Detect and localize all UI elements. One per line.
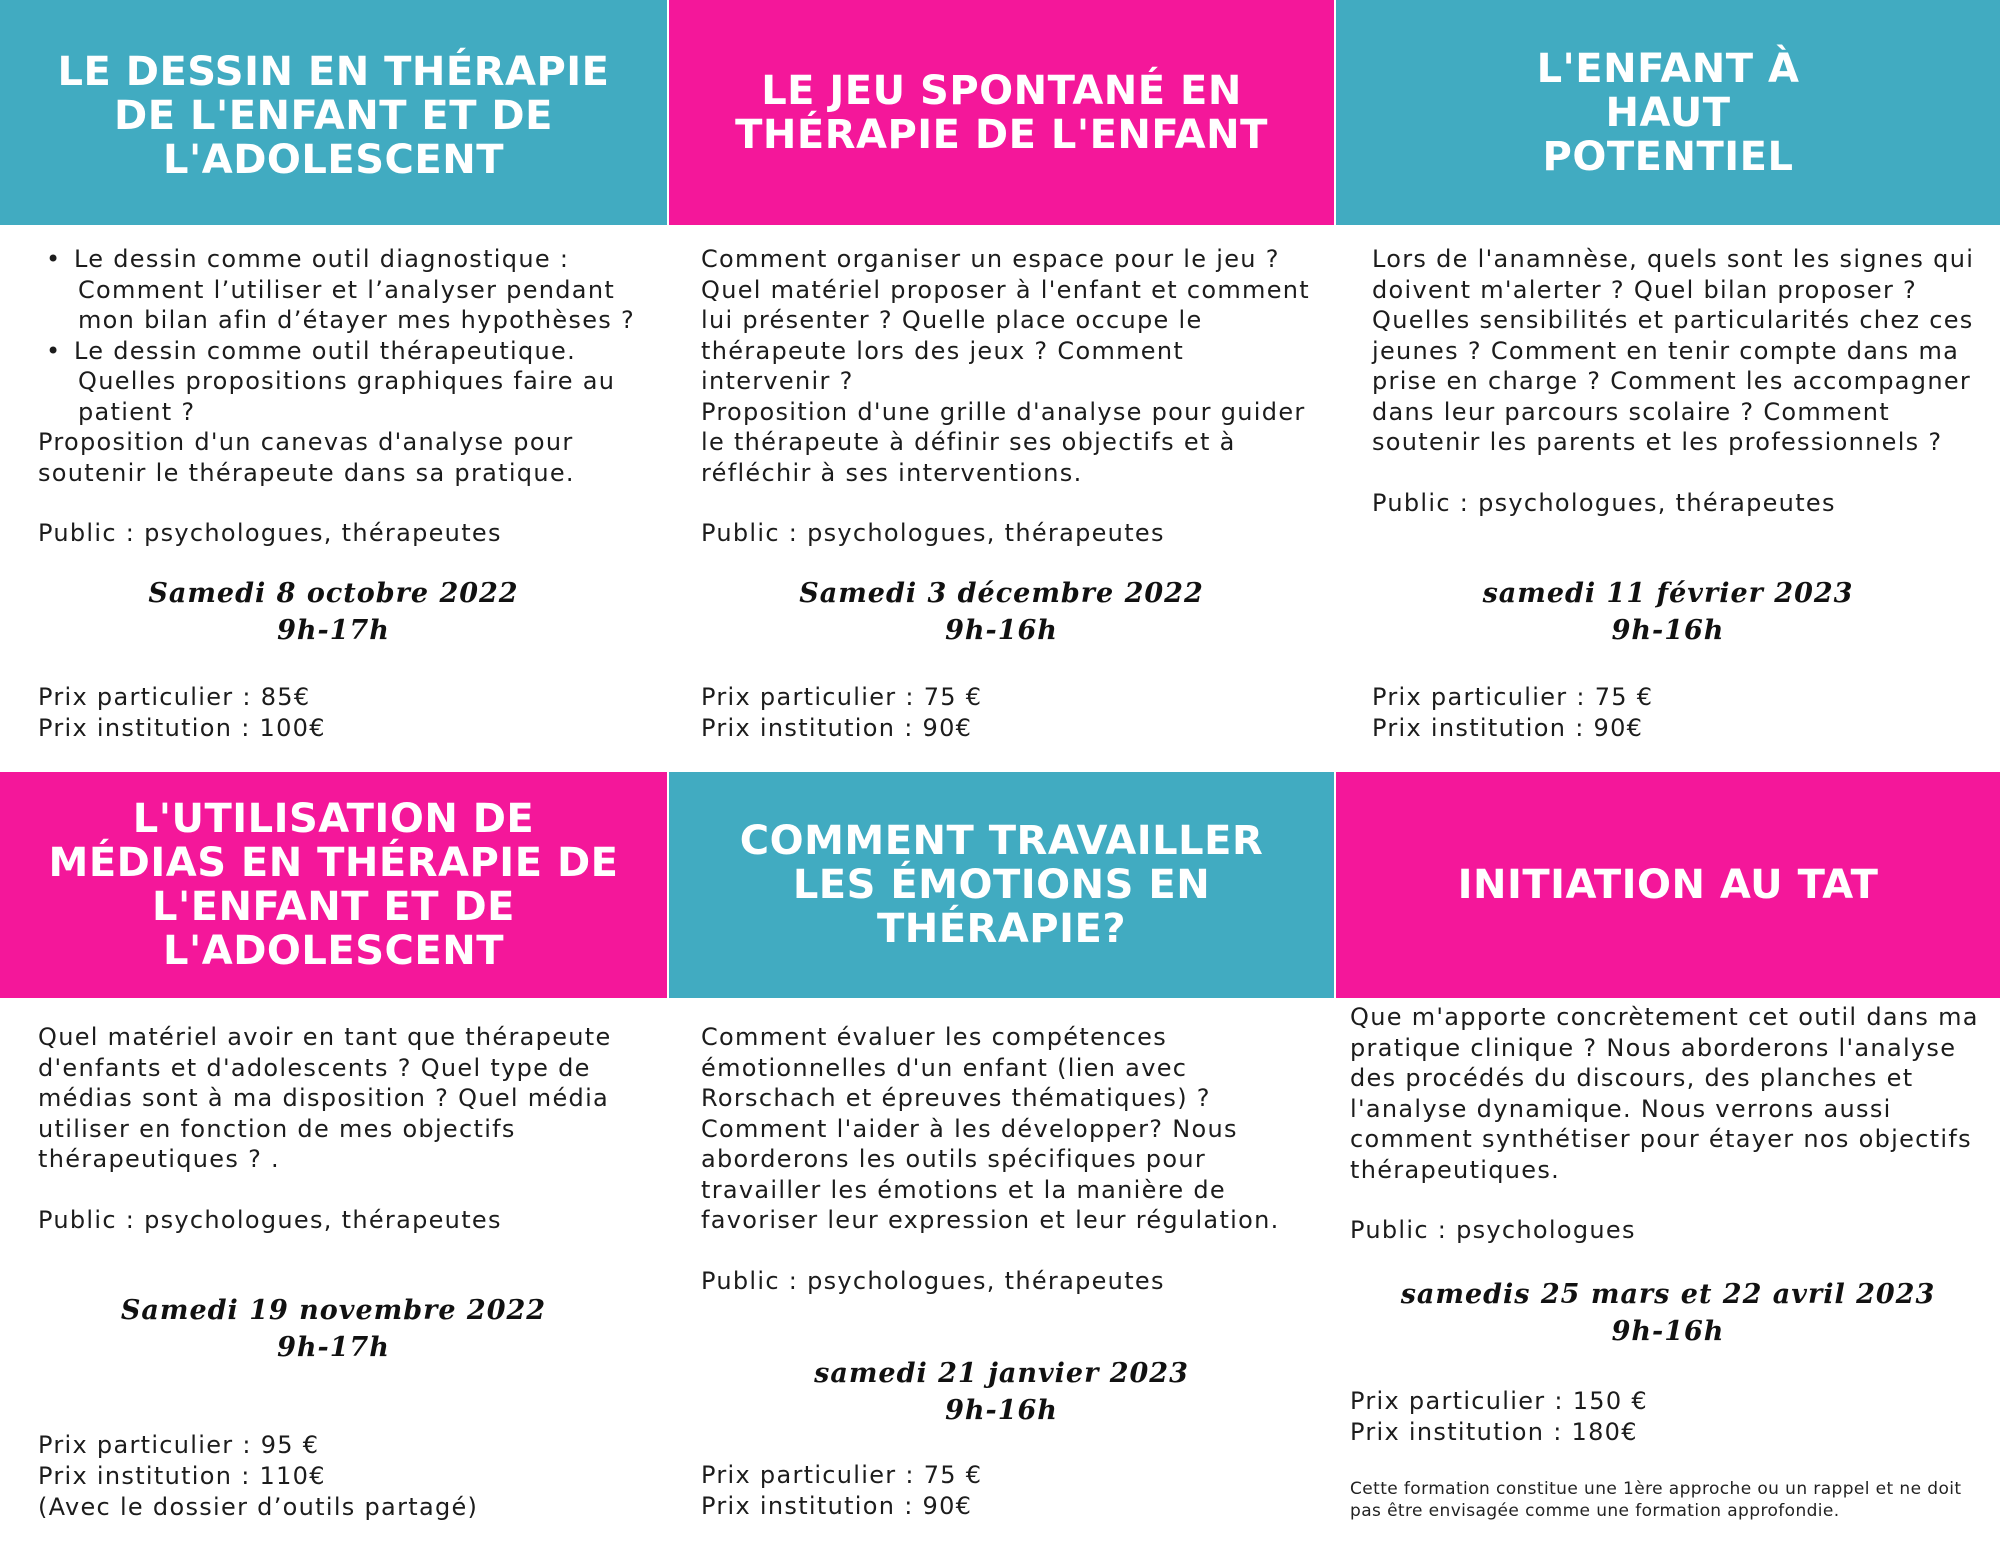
card-hours: 9h-16h [1611, 1316, 1725, 1347]
card-header [1336, 0, 2000, 225]
card-prices [1372, 682, 1980, 744]
card-hours: 9h-16h [945, 615, 1058, 646]
card-prices [38, 682, 647, 744]
price-institution: Prix institution : 90€ [701, 714, 973, 742]
card-description: Comment organiser un espace pour le jeu ? Quel matériel proposer à l'enfant et comment lui présenter ? Quelle place occupe le thérapeute lors des jeux ? Comment intervenir ? [701, 245, 1310, 395]
card-title: COMMENT TRAVAILLER LES ÉMOTIONS EN THÉRAPIE? [739, 818, 1264, 952]
price-individual: Prix particulier : 95 € [38, 1431, 320, 1459]
card-footnote: Cette formation constitue une 1ère approche ou un rappel et ne doit pas être envisagée comme une formation approfondie. [1350, 1479, 1962, 1521]
card-medias [0, 772, 667, 1545]
card-title: L'UTILISATION DE MÉDIAS EN THÉRAPIE DE L'ENFANT ET DE L'ADOLESCENT [48, 796, 619, 974]
card-haut-potentiel [1336, 0, 2000, 772]
price-institution: Prix institution : 110€ [38, 1462, 326, 1490]
card-prices [701, 682, 1314, 744]
price-individual: Prix particulier : 75 € [701, 683, 983, 711]
list-item: • Le dessin comme outil diagnostique : Comment l’utiliser et l’analyser pendant mon bilan afin d’étayer mes hypothèses ? [44, 244, 647, 336]
card-title: LE DESSIN EN THÉRAPIE DE L'ENFANT ET DE L'ADOLESCENT [57, 48, 610, 183]
price-institution: Prix institution : 90€ [1372, 714, 1644, 742]
card-description-2: Proposition d'une grille d'analyse pour guider le thérapeute à définir ses objectifs et à réfléchir à ses interventions. [701, 397, 1306, 487]
card-prices [38, 1430, 647, 1523]
card-public: Public : psychologues, thérapeutes [1372, 488, 1836, 517]
card-description: Que m'apporte concrètement cet outil dans ma pratique clinique ? Nous aborderons l'analyse des procédés du discours, des planches et l'analyse dynamique. Nous verrons aussi comment synthétiser pour étayer nos objectifs thérapeutiques. [1350, 1003, 1979, 1184]
card-tat [1336, 772, 2000, 1545]
card-title: LE JEU SPONTANÉ EN THÉRAPIE DE L'ENFANT [735, 67, 1268, 158]
card-header [1336, 772, 2000, 998]
card-description: Proposition d'un canevas d'analyse pour soutenir le thérapeute dans sa pratique. [38, 428, 575, 487]
card-emotions [669, 772, 1334, 1545]
price-individual: Prix particulier : 75 € [701, 1461, 983, 1489]
card-jeu [669, 0, 1334, 772]
card-hours: 9h-17h [277, 615, 390, 646]
card-dessin [0, 0, 667, 772]
card-body [701, 1022, 1314, 1296]
card-header [0, 0, 667, 225]
price-individual: Prix particulier : 150 € [1350, 1387, 1648, 1415]
card-public: Public : psychologues, thérapeutes [38, 1205, 502, 1234]
card-date: Samedi 3 décembre 2022 [799, 578, 1204, 609]
card-public: Public : psychologues [1350, 1216, 1636, 1244]
price-individual: Prix particulier : 75 € [1372, 683, 1654, 711]
price-institution: Prix institution : 90€ [701, 1492, 973, 1520]
card-public: Public : psychologues, thérapeutes [701, 519, 1165, 547]
card-header [0, 772, 667, 998]
card-prices [1350, 1386, 1980, 1448]
card-description: Quel matériel avoir en tant que thérapeute d'enfants et d'adolescents ? Quel type de médias sont à ma disposition ? Quel média utiliser en fonction de mes objectifs thérapeutiques ? . [38, 1023, 612, 1173]
price-institution: Prix institution : 180€ [1350, 1418, 1638, 1446]
list-item: • Le dessin comme outil thérapeutique. Quelles propositions graphiques faire au patient ? [44, 336, 647, 428]
card-body [1350, 1002, 1980, 1246]
card-body [38, 1022, 647, 1235]
card-hours: 9h-16h [945, 1395, 1058, 1426]
card-public: Public : psychologues, thérapeutes [38, 519, 502, 547]
card-date: Samedi 19 novembre 2022 [120, 1295, 547, 1326]
card-public: Public : psychologues, thérapeutes [701, 1266, 1165, 1295]
card-date-block [1336, 575, 2000, 649]
card-body [38, 244, 647, 549]
card-date: samedis 25 mars et 22 avril 2023 [1400, 1279, 1936, 1310]
card-hours: 9h-16h [1611, 615, 1725, 646]
card-header [669, 772, 1334, 998]
card-date: Samedi 8 octobre 2022 [148, 578, 519, 609]
card-date-block [669, 1355, 1334, 1429]
bullet-list [38, 244, 647, 427]
card-date-block [1336, 1276, 2000, 1350]
card-date: samedi 21 janvier 2023 [814, 1358, 1189, 1389]
card-body [1372, 244, 1980, 518]
card-date-block [0, 1292, 667, 1366]
card-description: Lors de l'anamnèse, quels sont les signes qui doivent m'alerter ? Quel bilan proposer ? Quelles sensibilités et particularités chez ces jeunes ? Comment en tenir compte dans ma prise en charge ? Comment les accompagner dans leur parcours scolaire ? Comment soutenir les parents et les professionnels ? [1372, 245, 1975, 456]
card-title: INITIATION AU TAT [1457, 862, 1879, 908]
card-body [701, 244, 1314, 549]
price-institution: Prix institution : 100€ [38, 714, 326, 742]
price-individual: Prix particulier : 85€ [38, 683, 311, 711]
card-date-block [669, 575, 1334, 649]
card-header [669, 0, 1334, 225]
card-hours: 9h-17h [277, 1332, 390, 1363]
card-date: samedi 11 février 2023 [1482, 578, 1854, 609]
card-description: Comment évaluer les compétences émotionnelles d'un enfant (lien avec Rorschach et épreuves thématiques) ? Comment l'aider à les développer? Nous aborderons les outils spécifiques pour travailler les émotions et la manière de favoriser leur expression et leur régulation. [701, 1023, 1280, 1234]
price-note: (Avec le dossier d’outils partagé) [38, 1493, 479, 1521]
card-date-block [0, 575, 667, 649]
card-prices [701, 1460, 1314, 1522]
card-title: L'ENFANT À HAUT POTENTIEL [1536, 45, 1800, 180]
